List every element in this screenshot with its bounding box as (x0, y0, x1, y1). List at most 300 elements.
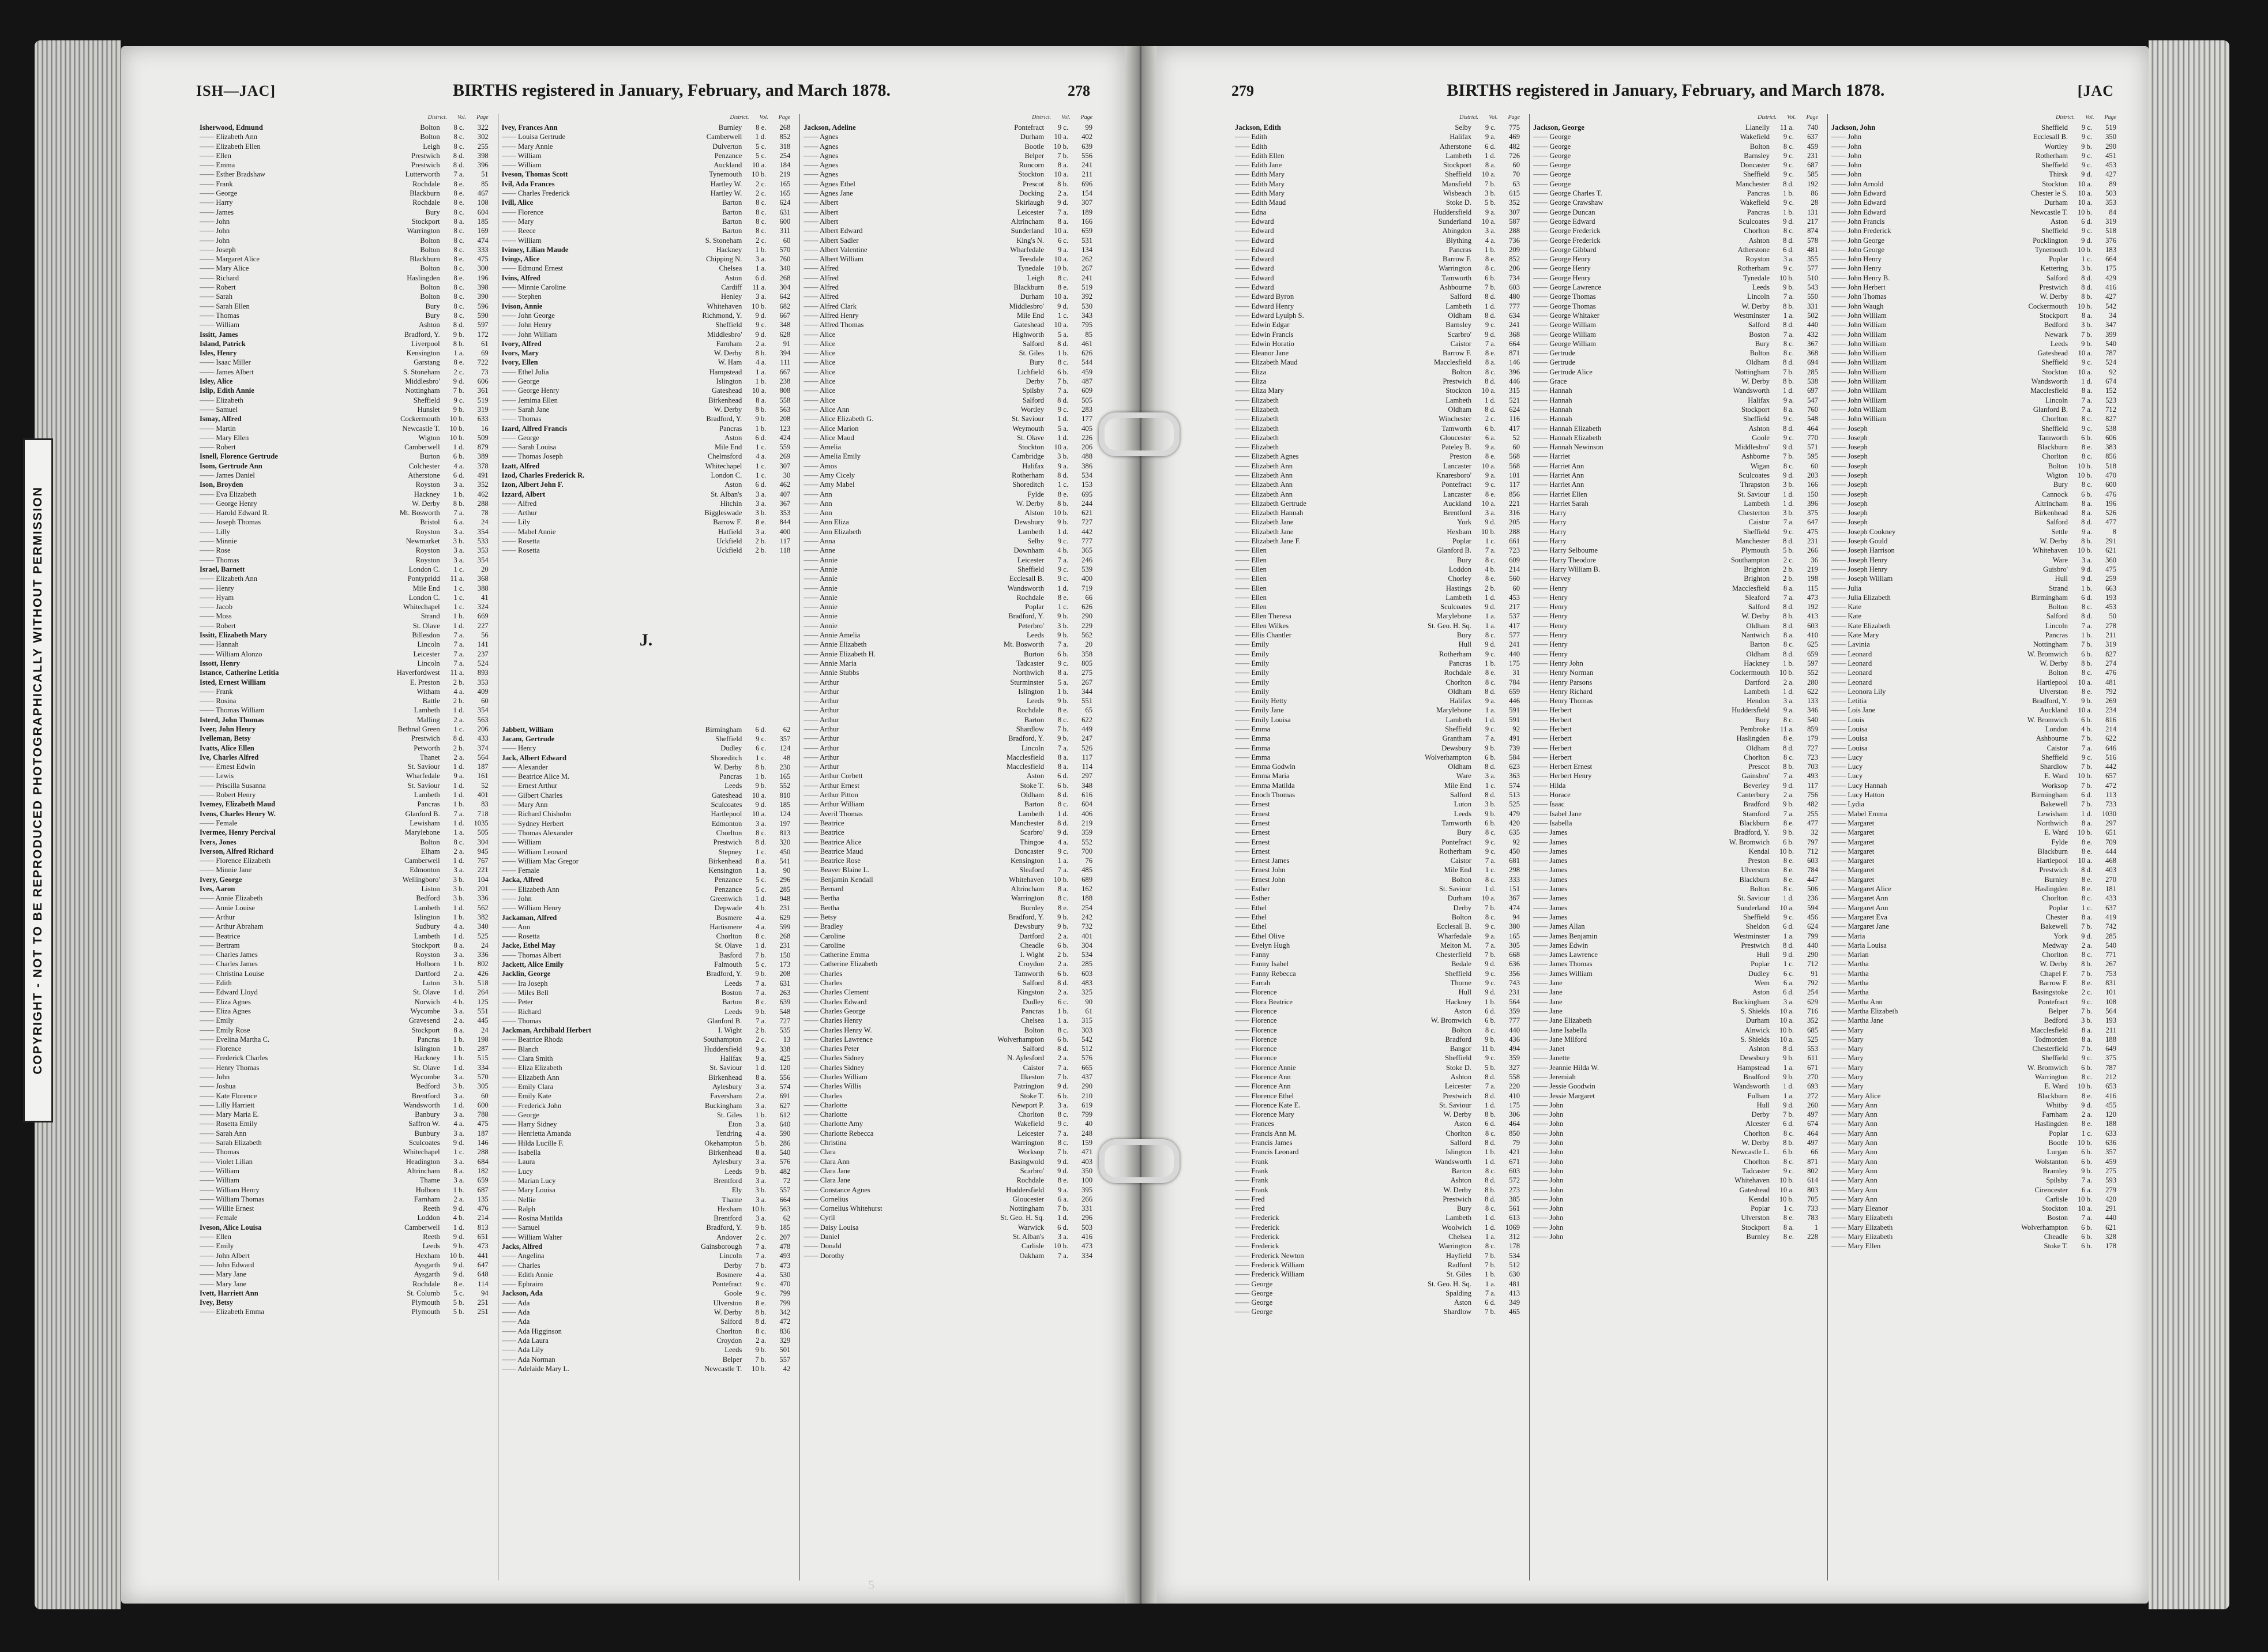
entry-district: Farnham (2042, 1110, 2068, 1119)
register-entry (803, 1091, 1092, 1101)
entry-name: —— John (1831, 142, 2004, 151)
entry-page: 150 (1807, 490, 1818, 498)
entry-page: 305 (477, 1082, 489, 1091)
register-entry (1533, 753, 1818, 762)
register-entry (200, 442, 489, 452)
entry-district: Macclesfield (2030, 1026, 2068, 1034)
entry-name: —— John William (1831, 414, 2004, 423)
entry-name: —— Mary Elizabeth (1831, 1223, 2004, 1232)
entry-district: Plymouth (411, 1308, 440, 1316)
entry-name: —— Agnes Ethel (803, 179, 981, 189)
register-entry (1831, 659, 2116, 668)
entry-district: Tadcaster (1741, 1166, 1770, 1175)
entry-page: 509 (477, 433, 489, 442)
entry-page: 657 (2105, 772, 2116, 780)
entry-page: 288 (1509, 227, 1520, 235)
register-entry (200, 574, 489, 583)
entry-volume: 9 b. (755, 415, 767, 423)
register-entry (1831, 932, 2116, 941)
entry-page: 893 (477, 669, 489, 677)
entry-district: Gainsbro' (1741, 772, 1770, 780)
entry-district: Macclesfield (1006, 753, 1045, 761)
entry-page: 62 (783, 725, 791, 734)
entry-page: 193 (2105, 593, 2116, 602)
entry-page: 515 (477, 1054, 489, 1062)
entry-page: 322 (477, 123, 489, 132)
entry-page: 767 (477, 857, 489, 865)
register-entry (502, 1298, 791, 1308)
register-entry (1235, 292, 1520, 301)
entry-page: 473 (477, 1242, 489, 1251)
entry-name: —— Edith Ellen (1235, 151, 1408, 160)
register-entry (803, 978, 1092, 988)
entry-volume: 1 b. (1485, 1270, 1496, 1279)
entry-district: Blackburn (2037, 847, 2068, 855)
entry-district: Bolton (420, 838, 440, 846)
entry-page: 481 (1509, 1279, 1520, 1288)
entry-volume: 6 b. (2081, 1157, 2092, 1166)
entry-page: 94 (1512, 913, 1520, 921)
register-entry (1831, 1241, 2116, 1251)
entry-volume: 1 c. (453, 565, 464, 573)
entry-district: Chorlton (1744, 1157, 1770, 1166)
entry-volume: 10 a. (1481, 461, 1496, 470)
entry-name: —— William Walter (502, 1233, 679, 1242)
register-entry (502, 536, 791, 546)
register-entry (1235, 865, 1520, 874)
register-entry (1533, 414, 1818, 423)
register-entry (200, 959, 489, 968)
entry-name: —— George (502, 1110, 679, 1120)
entry-volume: 3 a. (453, 555, 464, 564)
register-entry (1235, 189, 1520, 198)
entry-volume: 8 d. (1057, 791, 1069, 799)
register-entry (200, 245, 489, 254)
entry-volume: 8 c. (1783, 885, 1794, 893)
entry-page: 421 (1509, 1148, 1520, 1157)
entry-page: 287 (477, 1045, 489, 1053)
entry-name: —— John (1533, 1176, 1706, 1185)
entry-name: —— Edith Mary (1235, 170, 1408, 179)
entry-page: 146 (1509, 358, 1520, 367)
entry-name: —— Beaver Blaine L. (803, 865, 981, 874)
entry-volume: 10 a. (1054, 443, 1069, 452)
entry-name: —— Grace (1533, 377, 1706, 386)
entry-page: 497 (1807, 1139, 1818, 1147)
entry-page: 214 (477, 1214, 489, 1222)
entry-page: 621 (2105, 546, 2116, 555)
right-index-range: [JAC (2077, 82, 2114, 99)
column-header-district: District. (1032, 114, 1052, 121)
entry-name: —— George (1533, 142, 1706, 151)
entry-district: Rochdale (412, 1279, 440, 1288)
entry-page: 663 (2105, 584, 2116, 592)
register-entry (803, 405, 1092, 414)
entry-name: —— Florence Ann (1235, 1082, 1408, 1091)
entry-name: —— Kate (1831, 611, 2004, 621)
entry-district: Poplar (2049, 903, 2068, 912)
entry-volume: 2 a. (2081, 1110, 2092, 1119)
register-entry (803, 236, 1092, 245)
entry-district: Warwick (1017, 1223, 1045, 1232)
entry-volume: 4 a. (756, 358, 767, 367)
entry-name: —— Mary Annie (502, 142, 679, 151)
entry-volume: 9 c. (1485, 649, 1496, 658)
entry-name: —— Mary Jane (200, 1270, 377, 1279)
entry-name: —— Mary Eleanor (1831, 1204, 2004, 1213)
register-entry (1235, 1223, 1520, 1232)
register-entry (1235, 621, 1520, 630)
entry-name: —— James (1533, 884, 1706, 893)
entry-volume: 9 c. (2081, 151, 2092, 160)
register-entry (1533, 630, 1818, 640)
entry-name: —— Mary Alice (1831, 1091, 2004, 1101)
entry-page: 336 (477, 951, 489, 959)
register-entry (1533, 828, 1818, 837)
entry-volume: 1 c. (756, 471, 767, 479)
entry-volume: 7 a. (453, 170, 464, 179)
entry-volume: 9 c. (1485, 969, 1496, 978)
entry-district: Chelsea (1448, 1233, 1471, 1241)
entry-volume: 7 a. (1057, 386, 1069, 395)
register-entry (1533, 1185, 1818, 1195)
entry-volume: 10 b. (2077, 1195, 2092, 1203)
entry-district: W. Derby (1443, 1185, 1471, 1194)
register-entry (1235, 678, 1520, 687)
entry-volume: 9 d. (453, 1233, 464, 1241)
entry-page: 637 (2105, 903, 2116, 912)
entry-volume: 9 c. (756, 321, 767, 329)
entry-volume: 4 a. (453, 922, 464, 931)
entry-district: Alnwick (1744, 1026, 1770, 1034)
entry-page: 268 (779, 123, 791, 132)
entry-name: —— Eva Elizabeth (200, 490, 377, 499)
entry-page: 624 (1807, 922, 1818, 931)
entry-district: Kensington (708, 866, 742, 875)
entry-volume: 8 a. (1783, 1223, 1794, 1232)
entry-district: Oakham (1019, 1251, 1045, 1260)
entry-district: Blackburn (410, 255, 440, 264)
entry-district: Stockton (1018, 170, 1045, 179)
entry-district: Lambeth (414, 706, 440, 715)
register-entry (1235, 160, 1520, 170)
register-entry (1533, 320, 1818, 329)
entry-volume: 7 a. (1485, 734, 1496, 743)
entry-page: 353 (477, 546, 489, 555)
register-entry (1235, 649, 1520, 659)
entry-page: 577 (1509, 631, 1520, 640)
entry-page: 24 (481, 1026, 489, 1034)
register-entry (1831, 771, 2116, 780)
entry-district: Lincoln (1021, 744, 1045, 752)
register-entry (502, 348, 791, 358)
register-entry (1235, 724, 1520, 734)
entry-district: Prestwich (1443, 377, 1471, 386)
entry-district: Glanford B. (707, 1016, 742, 1025)
register-entry (1831, 123, 2116, 132)
register-entry (803, 753, 1092, 762)
entry-name: —— Minnie Caroline (502, 283, 679, 292)
entry-name: —— Ann (803, 499, 981, 508)
entry-page: 114 (1082, 763, 1093, 771)
entry-name: —— Edward Byron (1235, 292, 1408, 301)
register-entry (803, 771, 1092, 780)
entry-name: —— John Thomas (1831, 292, 2004, 301)
entry-district: Bosmere (716, 913, 742, 922)
entry-name: —— Margaret Ann (1831, 903, 2004, 913)
entry-district: Rochdale (412, 198, 440, 207)
entry-volume: 9 c. (2081, 161, 2092, 170)
register-entry (200, 838, 489, 847)
entry-volume: 6 b. (1485, 819, 1496, 827)
entry-volume: 4 b. (453, 1214, 464, 1222)
entry-volume: 9 c. (1783, 264, 1794, 273)
entry-volume: 1 d. (1485, 1223, 1496, 1232)
register-entry (803, 1129, 1092, 1138)
entry-district: Leeds (724, 782, 742, 790)
entry-volume: 10 a. (1054, 227, 1069, 235)
register-entry (1533, 950, 1818, 959)
entry-name: —— Annie Maria (803, 659, 981, 668)
entry-name: —— Richard Chisholm (502, 809, 679, 819)
register-entry (200, 461, 489, 471)
entry-page: 201 (477, 885, 489, 893)
entry-volume: 1 b. (1485, 1148, 1496, 1157)
register-column (1827, 114, 2120, 1580)
entry-name: —— Anne (803, 546, 981, 555)
register-entry (1831, 988, 2116, 997)
entry-volume: 6 c. (1057, 997, 1069, 1006)
register-entry (502, 217, 791, 226)
entry-district: E. Preston (410, 678, 440, 686)
entry-district: Rochdale (1444, 669, 1471, 677)
entry-district: Burnley (1020, 903, 1045, 912)
entry-volume: 6 d. (1057, 772, 1069, 780)
entry-volume: 9 c. (2081, 123, 2092, 132)
entry-volume: 3 a. (453, 1007, 464, 1015)
entry-district: Thame (419, 1176, 440, 1185)
entry-district: Chesterton (1738, 509, 1770, 517)
entry-name: —— Betsy (803, 913, 981, 922)
entry-district: Mile End (1016, 311, 1045, 320)
entry-page: 491 (1509, 734, 1520, 743)
register-entry (502, 979, 791, 988)
register-entry (1235, 1044, 1520, 1053)
entry-volume: 1 b. (755, 1110, 767, 1119)
entry-volume: 1 a. (1783, 932, 1794, 940)
register-entry (803, 254, 1092, 264)
entry-volume: 1 b. (1783, 189, 1794, 198)
entry-name: —— Margaret (1831, 875, 2004, 884)
register-entry (502, 1176, 791, 1185)
entry-district: Lambeth (414, 903, 440, 912)
entry-volume: 1 c. (1485, 537, 1496, 546)
entry-volume: 2 a. (1783, 678, 1794, 686)
entry-volume: 9 a. (756, 1045, 767, 1053)
entry-page: 557 (779, 1186, 791, 1195)
register-entry (1235, 809, 1520, 819)
entry-name: —— Enoch Thomas (1235, 790, 1408, 799)
register-entry (1235, 696, 1520, 705)
entry-name: —— Evelyn Hugh (1235, 941, 1408, 950)
register-entry (1831, 1157, 2116, 1166)
entry-name: —— Isaac Miller (200, 358, 377, 367)
entry-page: 340 (779, 264, 791, 273)
entry-page: 86 (1811, 189, 1818, 198)
entry-volume: 8 a. (1783, 584, 1794, 592)
entry-district: Sheffield (413, 396, 440, 404)
entry-name: —— John George (502, 311, 679, 320)
entry-district: Middlesbro' (1009, 302, 1045, 310)
entry-page: 101 (2105, 988, 2116, 997)
entry-page: 358 (1082, 649, 1093, 658)
entry-page: 226 (1082, 433, 1093, 442)
register-entry (1533, 875, 1818, 884)
register-entry (502, 377, 791, 386)
entry-name: —— Ada (502, 1317, 679, 1326)
entry-name: Jacke, Ethel May (501, 941, 556, 950)
entry-district: W. Derby (1443, 1110, 1471, 1119)
entry-page: 296 (1082, 1214, 1093, 1222)
register-entry (1831, 819, 2116, 828)
entry-name: —— Frederick William (1235, 1270, 1408, 1279)
entry-name: —— Mary Ann (1831, 1157, 2004, 1166)
entry-name: —— Louisa Gertrude (502, 132, 679, 141)
entry-name: —— Charlotte Rebecca (803, 1129, 981, 1138)
register-entry (803, 913, 1092, 922)
entry-page: 123 (779, 424, 791, 433)
register-entry (1533, 969, 1818, 978)
register-entry (1235, 179, 1520, 189)
entry-district: S. Shields (1740, 1007, 1770, 1015)
entry-page: 603 (1509, 1166, 1520, 1175)
register-entry (803, 311, 1092, 320)
entry-district: Prescot (1022, 179, 1045, 188)
register-entry (1533, 1044, 1818, 1053)
entry-name: —— Emily (200, 1016, 377, 1025)
entry-name: —— Florence (1235, 1026, 1408, 1035)
entry-page: 475 (477, 1120, 489, 1128)
entry-page: 269 (779, 452, 791, 461)
entry-volume: 10 b. (2077, 302, 2092, 310)
entry-name: —— Beatrice Alice M. (502, 772, 679, 781)
entry-name: —— Mary Ann (1831, 1147, 2004, 1157)
entry-name: —— Fred (1235, 1204, 1408, 1213)
entry-page: 32 (1811, 828, 1818, 837)
entry-page: 473 (1082, 1242, 1093, 1251)
entry-name: Ivett, Harriett Ann (200, 1289, 258, 1297)
entry-name: —— Sarah Louisa (502, 442, 679, 452)
register-entry (200, 179, 489, 189)
register-entry (803, 668, 1092, 677)
entry-page: 270 (1807, 1072, 1818, 1081)
entry-district: Okehampton (704, 1139, 742, 1147)
entry-volume: 10 b. (1053, 875, 1069, 884)
entry-district: Bury (1755, 715, 1770, 724)
entry-page: 269 (2105, 697, 2116, 705)
entry-volume: 8 c. (1783, 715, 1794, 724)
entry-district: Wigan (1750, 461, 1770, 470)
entry-district: Wolverhampton (997, 1035, 1045, 1043)
entry-name: —— Fred (1235, 1195, 1408, 1204)
entry-district: Leeds (1026, 697, 1045, 705)
entry-name: —— Amelia (803, 442, 981, 452)
entry-volume: 9 c. (1057, 575, 1069, 583)
entry-volume: 1 d. (453, 903, 464, 912)
register-entry (502, 1016, 791, 1026)
entry-name: —— Jane (1533, 1007, 1706, 1016)
column-header-page: Page (778, 114, 791, 121)
entry-volume: 2 a. (1057, 988, 1069, 997)
entry-name: —— Margaret Eva (1831, 913, 2004, 922)
register-entry (1831, 245, 2116, 254)
entry-volume: 7 a. (1485, 546, 1496, 555)
entry-page: 173 (779, 960, 791, 969)
register-entry (1235, 1213, 1520, 1222)
entry-district: Blackburn (1739, 875, 1770, 884)
entry-name: —— Jessie Goodwin (1533, 1082, 1706, 1091)
entry-volume: 8 e. (2081, 838, 2092, 846)
register-entry (803, 678, 1092, 687)
entry-district: Sheffield (1743, 415, 1770, 423)
register-entry (502, 546, 791, 555)
entry-volume: 8 a. (756, 396, 767, 404)
entry-name: —— Albert (803, 217, 981, 226)
entry-district: Prestwich (411, 161, 440, 170)
entry-name: —— Charles (502, 1261, 679, 1270)
entry-page: 444 (2105, 847, 2116, 855)
entry-page: 740 (1807, 123, 1818, 132)
entry-district: St. Giles (716, 1110, 742, 1119)
entry-page: 352 (1807, 1016, 1818, 1025)
entry-page: 799 (1807, 932, 1818, 940)
entry-volume: 1 d. (755, 133, 767, 141)
entry-volume: 5 c. (756, 151, 767, 160)
entry-district: York (2053, 932, 2068, 940)
entry-page: 803 (1807, 1185, 1818, 1194)
entry-name: —— John Edward (200, 1260, 377, 1270)
entry-name: —— Fanny Rebecca (1235, 969, 1408, 978)
entry-name: —— James (1533, 838, 1706, 847)
entry-page: 343 (1082, 311, 1093, 320)
entry-district: Islington (1018, 687, 1045, 696)
register-entry (1235, 1270, 1520, 1279)
entry-district: Hunslet (417, 405, 440, 414)
entry-district: Marylebone (1436, 612, 1471, 621)
entry-district: Royston (415, 555, 440, 564)
copyright-stamp (23, 438, 53, 1122)
entry-page: 402 (1082, 133, 1093, 141)
entry-page: 83 (481, 800, 489, 809)
entry-district: St. Columb (407, 1289, 440, 1297)
entry-page: 60 (481, 697, 489, 705)
entry-page: 399 (2105, 330, 2116, 339)
entry-volume: 8 d. (1485, 311, 1496, 320)
entry-volume: 7 b. (1783, 367, 1794, 376)
entry-volume: 9 d. (1783, 443, 1794, 452)
entry-volume: 8 e. (2081, 1091, 2092, 1100)
entry-page: 497 (1807, 1110, 1818, 1119)
register-entry (803, 433, 1092, 442)
entry-name: —— Annie Stubbs (803, 668, 981, 677)
register-entry (1533, 584, 1818, 593)
entry-page: 198 (477, 1035, 489, 1043)
entry-volume: 7 b. (2081, 800, 2092, 809)
register-entry (1533, 959, 1818, 968)
register-entry (200, 621, 489, 630)
register-entry (803, 536, 1092, 546)
entry-district: Northwich (1013, 669, 1045, 677)
